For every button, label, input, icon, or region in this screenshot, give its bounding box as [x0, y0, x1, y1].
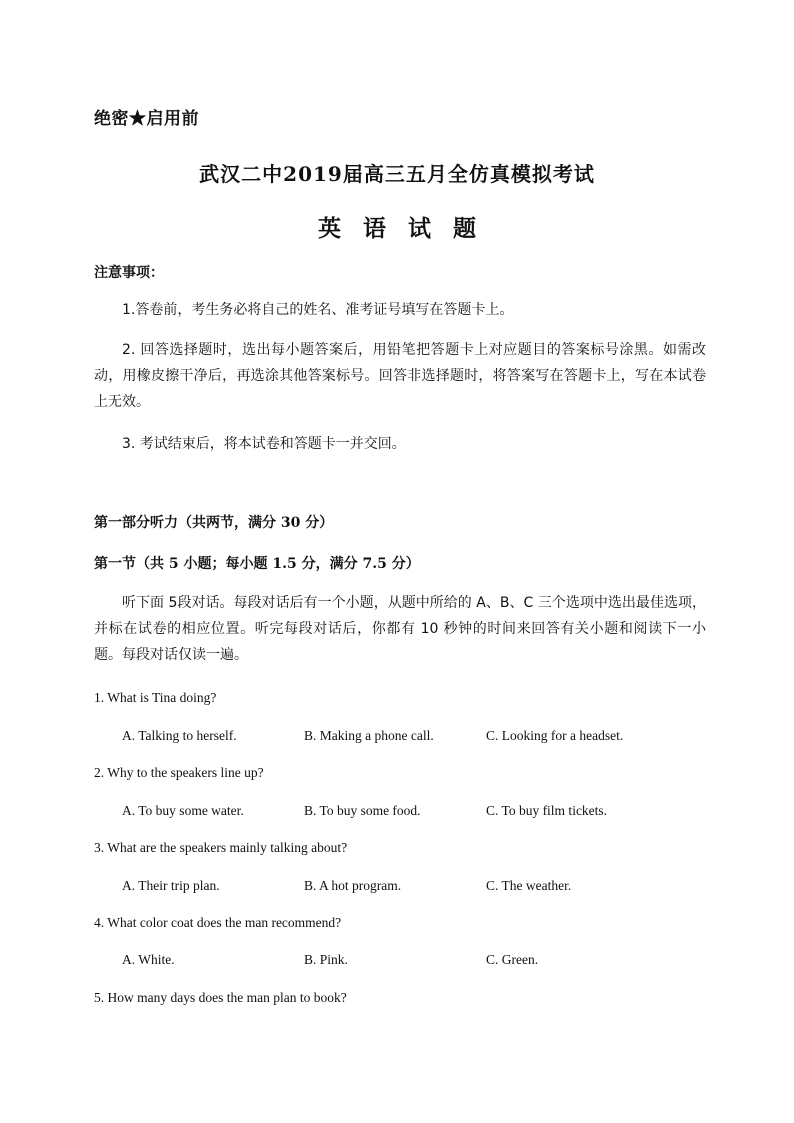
question-1-option-a: A. Talking to herself.: [122, 728, 237, 743]
question-1-option-c: C. Looking for a headset.: [486, 728, 624, 743]
question-4-option-c: C. Green.: [486, 952, 539, 967]
section1-heading: 第一节（共 5 小题；每小题 1.5 分，满分 7.5 分）: [94, 556, 420, 572]
notice-item-3: 3. 考试结束后，将本试卷和答题卡一并交回。: [122, 436, 406, 452]
listening-instructions: 听下面 5段对话。每段对话后有一个小题，从题中所给的 A、B、C 三个选项中选出最佳选项，并标在试卷的相应位置。听完每段对话后，你都有 10 秒钟的时间来回答有关小题和阅读下一小题。每段对话仅读一遍。: [94, 595, 706, 663]
question-1-option-b: B. Making a phone call.: [304, 728, 434, 743]
question-1-stem: 1. What is Tina doing?: [94, 690, 217, 705]
notice-item-1: 1.答卷前，考生务必将自己的姓名、准考证号填写在答题卡上。: [122, 302, 514, 318]
question-2-option-c: C. To buy film tickets.: [486, 803, 608, 818]
notice-heading: 注意事项：: [94, 265, 164, 281]
part1-heading: 第一部分听力（共两节，满分 30 分）: [94, 515, 334, 531]
notice-item-2: 2. 回答选择题时，选出每小题答案后，用铅笔把答题卡上对应题目的答案标号涂黑。如需改动，用橡皮擦干净后，再选涂其他答案标号。回答非选择题时，将答案写在答题卡上，写在本试卷上无效。: [94, 342, 706, 410]
question-3-option-a: A. Their trip plan.: [122, 878, 220, 893]
exam-title: 武汉二中2019届高三五月全仿真模拟考试: [199, 162, 595, 186]
question-2-option-a: A. To buy some water.: [122, 803, 244, 818]
question-2-stem: 2. Why to the speakers line up?: [94, 765, 264, 780]
subject-title: 英语试题: [318, 215, 498, 242]
question-4-option-b: B. Pink.: [304, 952, 348, 967]
question-3-stem: 3. What are the speakers mainly talking about?: [94, 840, 348, 855]
question-3-option-b: B. A hot program.: [304, 878, 402, 893]
confidential-label: 绝密★启用前: [94, 109, 199, 129]
question-4-option-a: A. White.: [122, 952, 175, 967]
question-3-option-c: C. The weather.: [486, 878, 572, 893]
question-5-stem: 5. How many days does the man plan to book?: [94, 990, 347, 1005]
question-4-stem: 4. What color coat does the man recommend?: [94, 915, 342, 930]
question-2-option-b: B. To buy some food.: [304, 803, 421, 818]
